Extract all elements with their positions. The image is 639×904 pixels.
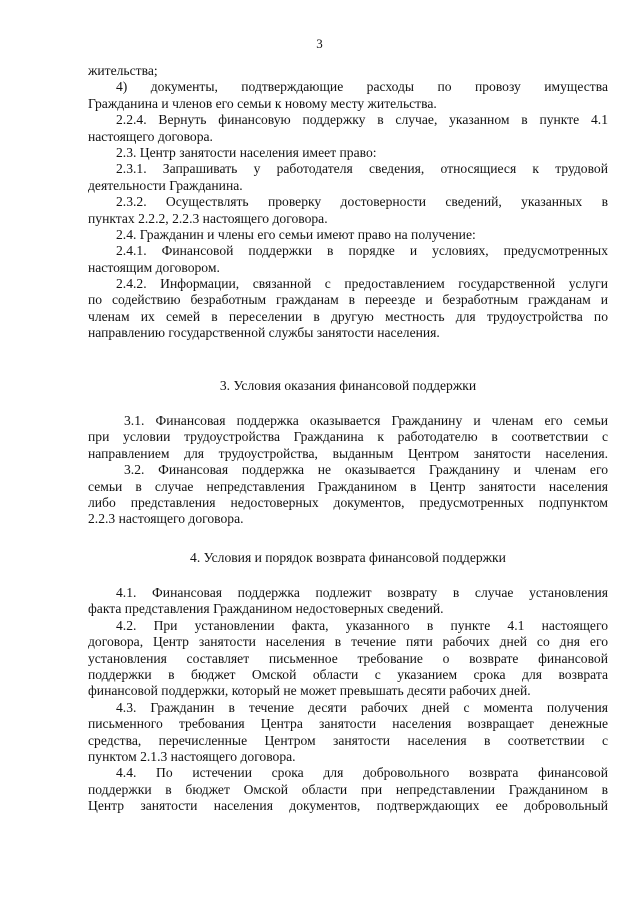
text-line: 2.3.1. Запрашивать у работодателя сведения, относящиеся к трудовой bbox=[116, 161, 608, 177]
text-line: средства, перечисленные Центром занятости населения в соответствии с bbox=[88, 732, 608, 748]
text-line: 4.1. Финансовая поддержка подлежит возврату в случае установления bbox=[116, 585, 608, 600]
page-number: 3 bbox=[316, 36, 323, 51]
text-line: настоящим договором. bbox=[88, 259, 220, 275]
text-line: 2.4.1. Финансовой поддержки в порядке и условиях, предусмотренных bbox=[116, 243, 608, 259]
text-line: жительства; bbox=[88, 63, 158, 78]
text-line: при условии трудоустройства Гражданина к работодателю в соответствии с bbox=[88, 429, 608, 445]
text-line: направлением для трудоустройства, выданным Центром занятости населения. bbox=[88, 445, 608, 461]
text-line: финансовой поддержки, который не может превышать десяти рабочих дней. bbox=[88, 683, 531, 699]
text-line: по содействию безработным гражданам в переезде и безработным гражданам и bbox=[88, 292, 608, 308]
text-line: 4) документы, подтверждающие расходы по провозу имущества bbox=[116, 79, 608, 95]
text-line: семьи в случае непредставления Гражданином в Центр занятости населения bbox=[88, 478, 608, 494]
section-3-body bbox=[88, 413, 608, 528]
text-line: 3.2. Финансовая поддержка не оказывается Гражданину и членам его bbox=[124, 462, 608, 478]
text-line: 2.2.3 настоящего договора. bbox=[88, 511, 244, 527]
text-line: поддержки в бюджет Омской области при непредставлении Гражданином в bbox=[88, 781, 608, 797]
text-line: договора, Центр занятости населения в течение пяти рабочих дней со дня его bbox=[88, 634, 608, 650]
text-line: письменного требования Центра занятости населения возвращает денежные bbox=[88, 716, 608, 732]
text-line: 2.2.4. Вернуть финансовую поддержку в случае, указанном в пункте 4.1 bbox=[116, 112, 608, 128]
text-line: Центр занятости населения документов, подтверждающих ее добровольный bbox=[88, 798, 608, 814]
text-line: либо представления недостоверных документов, предусмотренных подпунктом bbox=[88, 494, 608, 510]
section-4-body bbox=[88, 585, 608, 814]
text-line: 4.4. По истечении срока для добровольного возврата финансовой bbox=[116, 765, 608, 781]
text-line: 2.4. Гражданин и члены его семьи имеют право на получение: bbox=[116, 226, 476, 242]
text-line: 2.3. Центр занятости населения имеет право: bbox=[116, 144, 377, 160]
text-line: Гражданина и членов его семьи к новому месту жительства. bbox=[88, 95, 437, 111]
text-line: настоящего договора. bbox=[88, 128, 213, 144]
text-line: поддержки в бюджет Омской области с указанием срока для возврата bbox=[88, 666, 608, 682]
text-line: направлению государственной службы занятости населения. bbox=[88, 325, 440, 341]
text-line: членам их семей в переселении в другую местность для трудоустройства по bbox=[88, 308, 608, 324]
section-heading-4: 4. Условия и порядок возврата финансовой поддержки bbox=[190, 550, 506, 565]
text-line: 2.3.2. Осуществлять проверку достоверности сведений, указанных в bbox=[116, 194, 608, 210]
section-2-continuation bbox=[88, 63, 608, 342]
text-line: факта представления Гражданином недостоверных сведений. bbox=[88, 601, 444, 617]
text-line: 3.1. Финансовая поддержка оказывается Гражданину и членам его семьи bbox=[124, 413, 608, 428]
text-line: 4.3. Гражданин в течение десяти рабочих дней с момента получения bbox=[116, 699, 608, 715]
text-line: установления составляет письменное требование о возврате финансовой bbox=[88, 650, 608, 666]
text-line: 4.2. При установлении факта, указанного в пункте 4.1 настоящего bbox=[116, 617, 608, 633]
text-line: деятельности Гражданина. bbox=[88, 177, 243, 193]
text-line: пунктом 2.1.3 настоящего договора. bbox=[88, 748, 296, 764]
text-line: 2.4.2. Информации, связанной с предоставлением государственной услуги bbox=[116, 276, 608, 292]
text-line: пунктах 2.2.2, 2.2.3 настоящего договора. bbox=[88, 210, 328, 226]
section-heading-3: 3. Условия оказания финансовой поддержки bbox=[219, 378, 477, 393]
